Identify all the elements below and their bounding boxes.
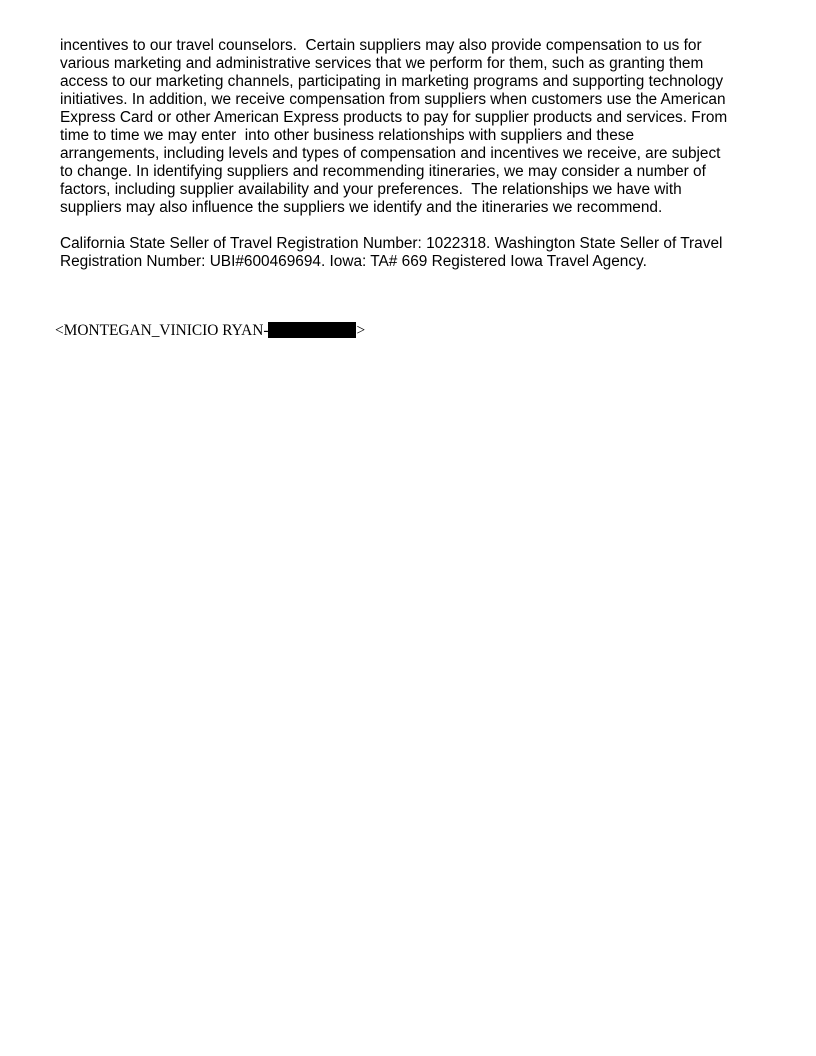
text-line: incentives to our travel counselors. Certain suppliers may also provide compensation to us for [60, 37, 702, 54]
text-line: time to time we may enter into other business relationships with suppliers and these [60, 127, 635, 144]
text-line: factors, including supplier availability and your preferences. The relationships we have with [60, 181, 682, 198]
text-line: Registration Number: UBI#600469694. Iowa: TA# 669 Registered Iowa Travel Agency. [60, 253, 647, 270]
text-line: Express Card or other American Express products to pay for supplier products and services. From [60, 109, 728, 126]
text-line: various marketing and administrative services that we perform for them, such as granting them [60, 55, 704, 72]
seller-of-travel-registration-paragraph [60, 235, 766, 271]
text-line: access to our marketing channels, participating in marketing programs and supporting technology [60, 73, 724, 90]
document-identifier [55, 322, 365, 340]
text-line: initiatives. In addition, we receive compensation from suppliers when customers use the American [60, 91, 726, 108]
text-line: California State Seller of Travel Registration Number: 1022318. Washington State Seller of Travel [60, 235, 723, 252]
identifier-prefix: <MONTEGAN_VINICIO RYAN- [55, 322, 269, 339]
supplier-compensation-paragraph [60, 37, 766, 217]
text-line: suppliers may also influence the suppliers we identify and the itineraries we recommend. [60, 199, 663, 216]
text-line: arrangements, including levels and types of compensation and incentives we receive, are subject [60, 145, 721, 162]
redaction-block [268, 322, 356, 338]
text-line: to change. In identifying suppliers and recommending itineraries, we may consider a number of [60, 163, 706, 180]
identifier-suffix: > [356, 322, 366, 339]
